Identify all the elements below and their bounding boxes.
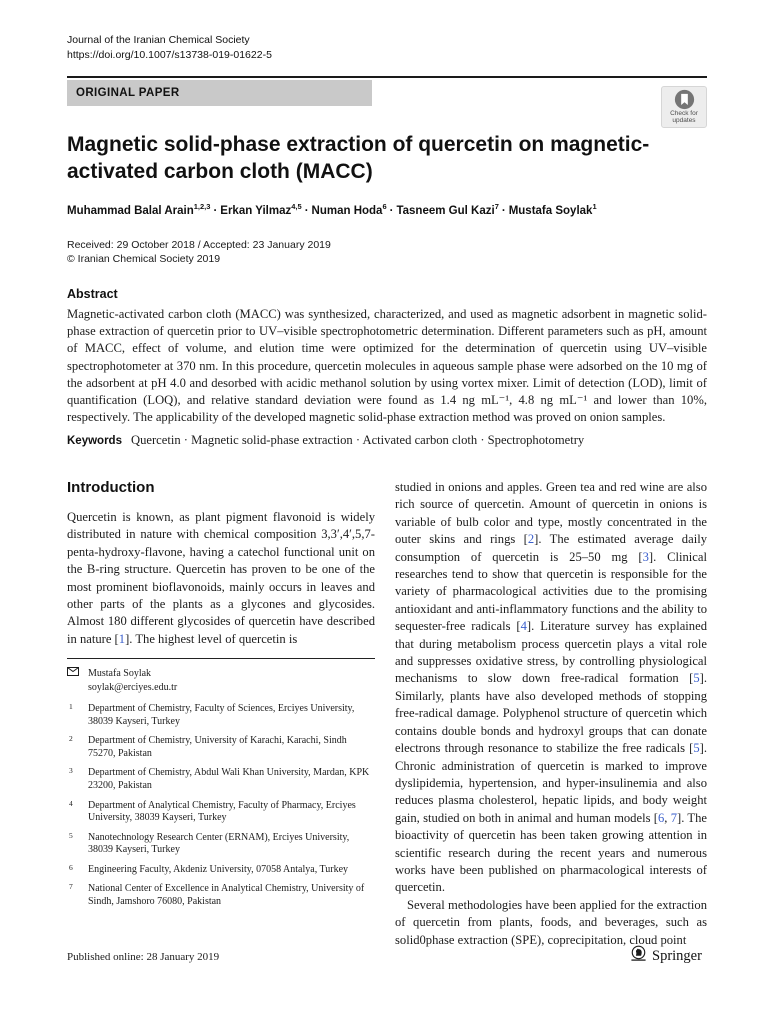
affiliation-item <box>67 703 375 729</box>
affiliation-number: 5 <box>69 830 73 840</box>
article-type-banner: ORIGINAL PAPER <box>67 80 372 106</box>
correspondence-block <box>67 667 375 694</box>
author: Numan Hoda$^6$ <box>311 202 387 217</box>
citation-link[interactable]: 2 <box>527 532 535 547</box>
keywords-text: Quercetin · Magnetic solid-phase extraction · Activated carbon cloth · Spectrophotometry <box>130 433 585 447</box>
author-separator: · <box>213 204 218 217</box>
article-history <box>67 238 331 266</box>
keywords-line <box>67 433 707 448</box>
author-list <box>67 202 707 217</box>
author: Erkan Yilmaz$^{4,5}$ <box>220 202 302 217</box>
doi-link[interactable]: https://doi.org/10.1007/s13738-019-01622-5 <box>67 49 272 61</box>
citation-link[interactable]: 5 <box>693 671 700 686</box>
abstract-section <box>67 287 707 426</box>
left-column <box>67 479 375 949</box>
affiliation-text: Department of Chemistry, University of Karachi, Karachi, Sindh 75270, Pakistan <box>88 735 347 760</box>
affiliation-number: 1 <box>69 702 73 712</box>
envelope-icon <box>67 667 80 681</box>
affiliation-number: 3 <box>69 766 73 776</box>
citation-link[interactable]: 3 <box>642 549 649 564</box>
keywords-label: Keywords <box>67 435 122 447</box>
corresponding-author-name: Mustafa Soylak <box>88 668 152 680</box>
author-separator: · <box>304 204 309 217</box>
affiliation-number: 6 <box>69 862 73 872</box>
affiliation-text: Department of Chemistry, Faculty of Sciences, Erciyes University, 38039 Kayseri, Turkey <box>88 703 355 728</box>
affiliation-text: Engineering Faculty, Akdeniz University, 07058 Antalya, Turkey <box>88 863 349 875</box>
affiliation-item <box>67 800 375 826</box>
affiliation-text: Nanotechnology Research Center (ERNAM), Erciyes University, 38039 Kayseri, Turkey <box>88 831 350 856</box>
author: Muhammad Balal Arain$^{1,2,3}$ <box>67 202 211 217</box>
check-for-updates-badge[interactable] <box>661 86 707 128</box>
affiliation-text: Department of Chemistry, Abdul Wali Khan University, Mardan, KPK 23200, Pakistan <box>88 767 370 792</box>
author-separator: · <box>389 204 394 217</box>
check-for-updates-label-1: Check for <box>670 110 698 117</box>
affiliation-text: Department of Analytical Chemistry, Faculty of Pharmacy, Erciyes University, 38039 Kayseri, Turkey <box>88 799 356 824</box>
right-column <box>395 479 707 949</box>
springer-logo <box>630 945 702 967</box>
affiliation-number: 7 <box>69 882 73 892</box>
citation-link[interactable]: 1 <box>118 631 126 646</box>
affiliation-number: 4 <box>69 798 73 808</box>
journal-name: Journal of the Iranian Chemical Society <box>67 34 250 46</box>
affiliation-item <box>67 767 375 793</box>
footnote-block <box>67 658 375 908</box>
affiliation-item <box>67 883 375 909</box>
springer-horse-icon <box>630 945 647 967</box>
author: Mustafa Soylak$^1$ <box>508 202 597 217</box>
affiliation-item <box>67 735 375 761</box>
author-separator: · <box>501 204 506 217</box>
copyright-line: © Iranian Chemical Society 2019 <box>67 253 221 265</box>
published-online-line: Published online: 28 January 2019 <box>67 951 220 963</box>
affiliation-text: National Center of Excellence in Analytical Chemistry, University of Sindh, Jamshoro 76080, Pakistan <box>88 883 365 907</box>
footnote-rule <box>67 658 375 659</box>
citation-link[interactable]: 5 <box>693 741 700 756</box>
crossmark-icon <box>662 89 706 110</box>
citation-link[interactable]: 7 <box>670 810 678 825</box>
received-accepted-line: Received: 29 October 2018 / Accepted: 23 January 2019 <box>67 239 331 251</box>
affiliation-list <box>67 703 375 908</box>
introduction-heading: Introduction <box>67 479 155 496</box>
header-rule <box>67 76 707 78</box>
body-paragraph-2: Several methodologies have been applied for the extraction of quercetin from plants, foods, and beverages, such as solid0phase extraction (SPE), coprecipitation, cloud point <box>395 897 707 947</box>
check-for-updates-label-2: updates <box>672 117 696 124</box>
article-title: Magnetic solid-phase extraction of quercetin on magnetic-activated carbon cloth (MACC) <box>67 133 650 183</box>
citation-link[interactable]: 4 <box>520 619 527 634</box>
affiliation-item <box>67 864 375 877</box>
abstract-text: Magnetic-activated carbon cloth (MACC) was synthesized, characterized, and used as magnetic adsorbent in magnetic solid-phase extraction of quercetin prior to UV–visible spectrophotometric determination. Different parameters such as pH, amount of MACC, effect of volume, and elution time were optimized for the determination of quercetin using UV–visible spectrophotometer at 370 nm. In this procedure, quercetin molecules in aqueous sample phase were adsorbed on the 10 mg of the adsorbent at pH 4.0 and desorbed with acidic methanol solution by using vortex mixer. Limit of detection (LOD), limit of quantification (LOQ), and relative standard deviation were found as 1.4 ng mL⁻¹, 4.8 ng mL⁻¹ and lower than 10%, respectively. The applicability of the developed magnetic solid-phase extraction method was proved on onion samples. <box>67 307 707 425</box>
abstract-heading: Abstract <box>67 287 118 301</box>
affiliation-item <box>67 832 375 858</box>
introduction-paragraph: Quercetin is known, as plant pigment flavonoid is widely distributed in nature with chemical composition 3,3′,4′,5,7-penta-hydroxy-flavone, having a catechol functional unit on the B-ring structure. Quercetin has proven to be one of the most prominent bioflavonoids, mainly occurs in leaves and other parts of the plants as a glycones and glycosides. Almost 180 different glycosides of quercetin have described in nature [1]. The highest level of quercetin is <box>67 510 375 646</box>
corresponding-author-email[interactable]: soylak@erciyes.edu.tr <box>88 681 178 693</box>
page-header <box>67 33 272 63</box>
springer-wordmark: Springer <box>652 947 702 964</box>
author: Tasneem Gul Kazi$^7$ <box>396 202 499 217</box>
body-paragraph-1: studied in onions and apples. Green tea and red wine are also rich source of quercetin. Amount of quercetin in onions is variable of bulb color and type, mostly concentrated in the outer skins and rings [2]. The estimated average daily consumption of quercetin is 25–50 mg [3]. Clinical researches tend to show that quercetin is responsible for the variety of pharmacological activities due to the promising antioxidant and anti-inflammatory functions and the ability to sequester-free radicals [4]. Literature survey has explained that during metabolism process quercetin plays a vital role and suppresses oxidative stress, by controlling physiological mechanisms to slow down free-radical formation [5]. Similarly, plants have also developed methods of stopping free-radical damage. Polyphenol structure of quercetin which contains double bonds and hydroxyl groups that can donate electrons through resonance to stabilize the free radicals [5]. Chronic administration of quercetin is marked to improve dyslipidemia, hypertension, and hyper-insulinemia and also reduces plasma cholesterol, hepatic lipids, and body weight gain, studied on both in animal and human models [6, 7]. The bioactivity of quercetin has been taken growing attention in scientific research during the recent years and numerous works have been published on pharmacological interests of quercetin. <box>395 480 708 895</box>
affiliation-number: 2 <box>69 734 73 744</box>
two-column-body <box>67 479 707 949</box>
citation-link[interactable]: 6 <box>657 810 665 825</box>
